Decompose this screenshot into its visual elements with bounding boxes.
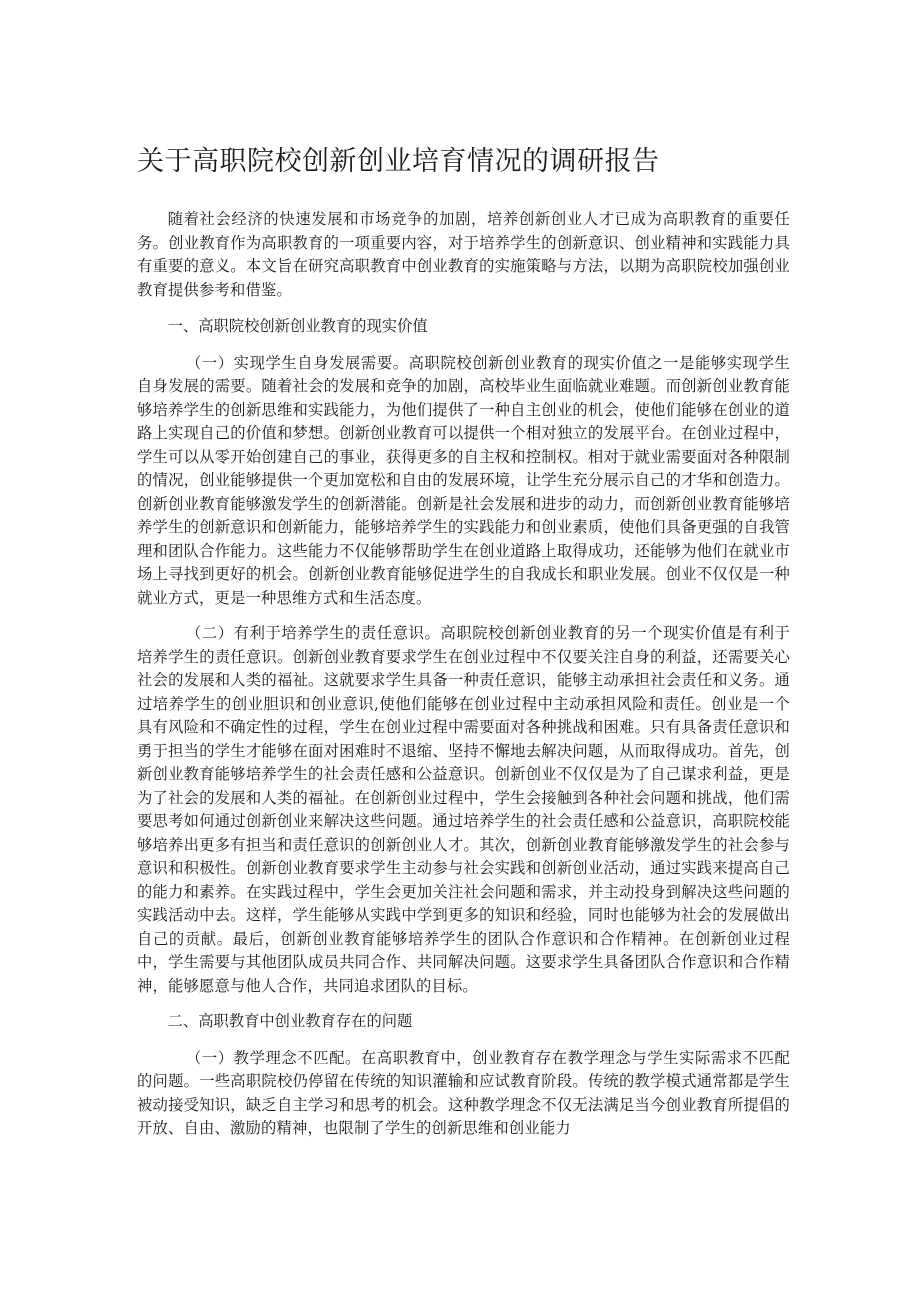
section-heading: 二、高职教育中创业教育存在的问题 bbox=[167, 1012, 413, 1030]
body-paragraph: （一）实现学生自身发展需要。高职院校创新创业教育的现实价值之一是能够实现学生自身发展的需要。随着社会的发展和竞争的加剧，高校毕业生面临就业难题。而创新创业教育能够培养学生的创新思维和实践能力，为他们提供了一种自主创业的机会，使他们能够在创业的道路上实现自己的价值和梦想。创新创业教育可以提供一个相对独立的发展平台。在创业过程中，学生可以从零开始创建自己的事业，获得更多的自主权和控制权。相对于就业需要面对各种限制的情况，创业能够提供一个更加宽松和自由的发展环境，让学生充分展示自己的才华和创造力。创新创业教育能够激发学生的创新潜能。创新是社会发展和进步的动力，而创新创业教育能够培养学生的创新意识和创新能力，能够培养学生的实践能力和创业素质，使他们具备更强的自我管理和团队合作能力。这些能力不仅能够帮助学生在创业道路上取得成功，还能够为他们在就业市场上寻找到更好的机会。创新创业教育能够促进学生的自我成长和职业发展。创业不仅仅是一种就业方式，更是一种思维方式和生活态度。 bbox=[137, 353, 790, 607]
body-paragraph: （一）教学理念不匹配。在高职教育中，创业教育存在教学理念与学生实际需求不匹配的问题。一些高职院校仍停留在传统的知识灌输和应试教育阶段。传统的教学模式通常都是学生被动接受知识，缺乏自主学习和思考的机会。这种教学理念不仅无法满足当今创业教育所提倡的开放、自由、激励的精神，也限制了学生的创新思维和创业能力 bbox=[137, 1048, 790, 1137]
body-paragraph: （二）有利于培养学生的责任意识。高职院校创新创业教育的另一个现实价值是有利于培养学生的责任意识。创新创业教育要求学生在创业过程中不仅要关注自身的利益，还需要关心社会的发展和人类的福祉。这就要求学生具备一种责任意识，能够主动承担社会责任和义务。通过培养学生的创业胆识和创业意识,使他们能够在创业过程中主动承担风险和责任。创业是一个具有风险和不确定性的过程，学生在创业过程中需要面对各种挑战和困难。只有具备责任意识和勇于担当的学生才能够在面对困难时不退缩、坚持不懈地去解决问题，从而取得成功。首先，创新创业教育能够培养学生的社会责任感和公益意识。创新创业不仅仅是为了自己谋求利益，更是为了社会的发展和人类的福祉。在创新创业过程中，学生会接触到各种社会问题和挑战，他们需要思考如何通过创新创业来解决这些问题。通过培养学生的社会责任感和公益意识，高职院校能够培养出更多有担当和责任意识的创新创业人才。其次，创新创业教育能够激发学生的社会参与意识和积极性。创新创业教育要求学生主动参与社会实践和创新创业活动，通过实践来提高自己的能力和素养。在实践过程中，学生会更加关注社会问题和需求，并主动投身到解决这些问题的实践活动中去。这样，学生能够从实践中学到更多的知识和经验，同时也能够为社会的发展做出自己的贡献。最后，创新创业教育能够培养学生的团队合作意识和合作精神。在创新创业过程中，学生需要与其他团队成员共同合作、共同解决问题。这要求学生具备团队合作意识和合作精神，能够愿意与他人合作，共同追求团队的目标。 bbox=[137, 624, 790, 995]
document-title: 关于高职院校创新创业培育情况的调研报告 bbox=[137, 146, 660, 177]
intro-paragraph: 随着社会经济的快速发展和市场竞争的加剧，培养创新创业人才已成为高职教育的重要任务。创业教育作为高职教育的一项重要内容，对于培养学生的创新意识、创业精神和实践能力具有重要的意义。本文旨在研究高职教育中创业教育的实施策略与方法，以期为高职院校加强创业教育提供参考和借鉴。 bbox=[137, 210, 790, 299]
section-heading: 一、高职院校创新创业教育的现实价值 bbox=[167, 317, 428, 335]
